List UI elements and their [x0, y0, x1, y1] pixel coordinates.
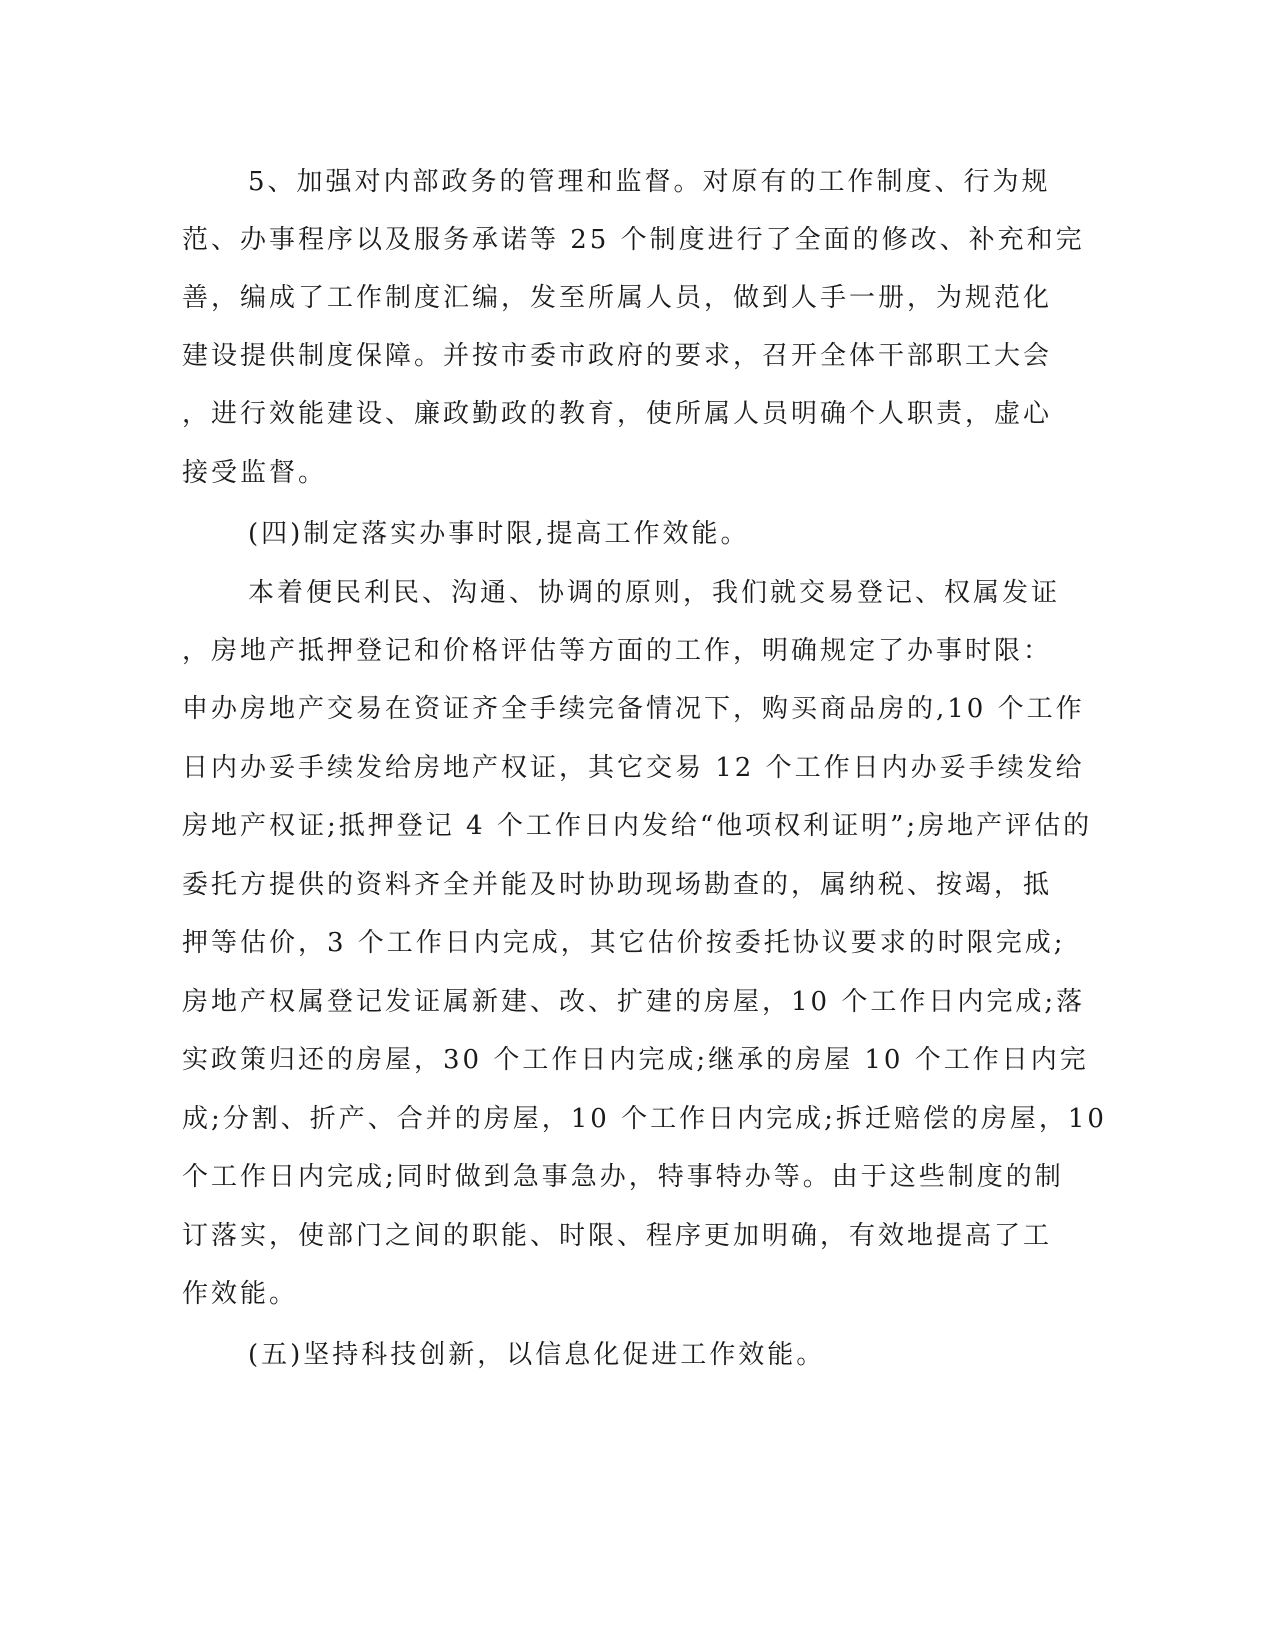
section-heading: (四)制定落实办事时限,提高工作效能。 [248, 519, 750, 549]
paragraph-line: 个工作日内完成;同时做到急事急办，特事特办等。由于这些制度的制 [182, 1162, 1064, 1192]
paragraph-line: 日内办妥手续发给房地产权证，其它交易 12 个工作日内办妥手续发给 [182, 753, 1085, 783]
paragraph-line: 建设提供制度保障。并按市委市政府的要求，召开全体干部职工大会 [182, 341, 1053, 371]
paragraph-line: 订落实，使部门之间的职能、时限、程序更加明确，有效地提高了工 [182, 1221, 1053, 1251]
paragraph-line: 委托方提供的资料齐全并能及时协助现场勘查的，属纳税、按竭，抵 [182, 870, 1053, 900]
paragraph-line: 作效能。 [182, 1279, 299, 1309]
paragraph-line: 申办房地产交易在资证齐全手续完备情况下，购买商品房的,10 个工作 [182, 694, 1085, 724]
paragraph-line: 房地产权证;抵押登记 4 个工作日内发给“他项权利证明”;房地产评估的 [182, 811, 1093, 841]
paragraph-line: 范、办事程序以及服务承诺等 25 个制度进行了全面的修改、补充和完 [182, 225, 1085, 255]
section-heading: (五)坚持科技创新，以信息化促进工作效能。 [248, 1340, 826, 1370]
paragraph-line: 接受监督。 [182, 458, 328, 488]
paragraph-line: 本着便民利民、沟通、协调的原则，我们就交易登记、权属发证 [248, 578, 1061, 608]
paragraph-line: 实政策归还的房屋，30 个工作日内完成;继承的房屋 10 个工作日内完 [182, 1045, 1089, 1075]
paragraph-line: 善，编成了工作制度汇编，发至所属人员，做到人手一册，为规范化 [182, 283, 1053, 313]
paragraph-line: 成;分割、折产、合并的房屋，10 个工作日内完成;拆迁赔偿的房屋，10 [182, 1104, 1107, 1134]
paragraph-line: 5、加强对内部政务的管理和监督。对原有的工作制度、行为规 [248, 167, 1051, 197]
paragraph-line: 房地产权属登记发证属新建、改、扩建的房屋，10 个工作日内完成;落 [182, 987, 1086, 1017]
paragraph-line: ，进行效能建设、廉政勤政的教育，使所属人员明确个人职责，虚心 [182, 399, 1053, 429]
paragraph-line: 押等估价，3 个工作日内完成，其它估价按委托协议要求的时限完成; [182, 928, 1066, 958]
paragraph-line: ，房地产抵押登记和价格评估等方面的工作，明确规定了办事时限： [182, 636, 1053, 666]
